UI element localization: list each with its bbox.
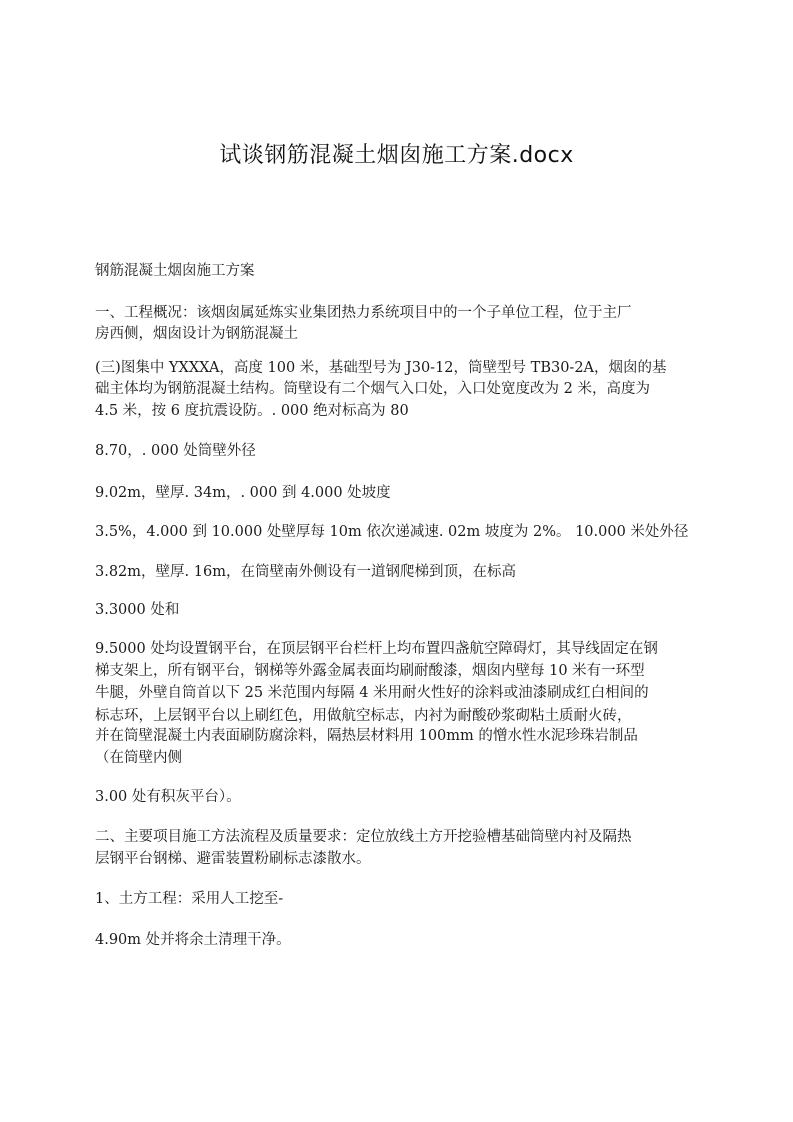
- paragraph-line: 9.5000 处均设置钢平台，在顶层钢平台栏杆上均布置四盏航空障碍灯，其导线固定在钢: [95, 641, 658, 657]
- paragraph-line: 3.5%，4.000 到 10.000 处壁厚每 10m 依次递减速. 02m 坡度为 2%。 10.000 米处外径: [95, 524, 689, 540]
- paragraph-line: 牛腿，外壁自筒首以下 25 米范围内每隔 4 米用耐火性好的涂料或油漆刷成红白相间的: [95, 685, 649, 701]
- paragraph-line: 标志环，上层钢平台以上刷红色，用做航空标志，内衬为耐酸砂浆砌粘土质耐火砖，: [95, 708, 632, 724]
- section-heading-line: 二、主要项目施工方法流程及质量要求：定位放线土方开挖验槽基础筒壁内衬及隔热: [95, 829, 632, 845]
- paragraph-line: 一、工程概况：该烟囱属延炼实业集团热力系统项目中的一个子单位工程，位于主厂: [95, 305, 632, 321]
- paragraph-line: 础主体均为钢筋混凝土结构。筒壁设有二个烟气入口处，入口处宽度改为 2 米，高度为: [95, 381, 650, 397]
- paragraph-line: 梯支架上，所有钢平台，钢梯等外露金属表面均刷耐酸漆，烟囱内壁每 10 米有一环型: [95, 663, 645, 679]
- paragraph-line: （在筒壁内侧: [95, 750, 182, 766]
- paragraph-line: 9.02m，壁厚. 34m，. 000 到 4.000 处坡度: [95, 485, 391, 501]
- paragraph-line: 1、土方工程：采用人工挖至-: [95, 891, 284, 907]
- paragraph-line: 8.70，. 000 处筒壁外径: [95, 443, 256, 459]
- paragraph-line: 层钢平台钢梯、避雷装置粉刷标志漆散水。: [95, 851, 371, 867]
- paragraph-line: 3.82m，壁厚. 16m，在筒壁南外侧设有一道钢爬梯到顶，在标高: [95, 564, 516, 580]
- paragraph-line: 房西侧，烟囱设计为钢筋混凝土: [95, 326, 298, 342]
- paragraph-line: 3.3000 处和: [95, 602, 180, 618]
- paragraph-line: 4.90m 处并将余土清理干净。: [95, 932, 291, 948]
- document-title: 试谈钢筋混凝土烟囱施工方案.docx: [219, 143, 574, 168]
- paragraph-line: 并在筒壁混凝土内表面刷防腐涂料，隔热层材料用 100mm 的憎水性水泥珍珠岩制品: [95, 728, 638, 744]
- doc-heading: 钢筋混凝土烟囱施工方案: [95, 263, 255, 279]
- paragraph-line: 4.5 米，按 6 度抗震设防。. 000 绝对标高为 80: [95, 403, 409, 419]
- paragraph-line: 3.00 处有积灰平台）。: [95, 789, 241, 805]
- paragraph-line: (三)图集中 YXXXA，高度 100 米，基础型号为 J30-12，筒壁型号 TB30-2A，烟囱的基: [95, 360, 667, 376]
